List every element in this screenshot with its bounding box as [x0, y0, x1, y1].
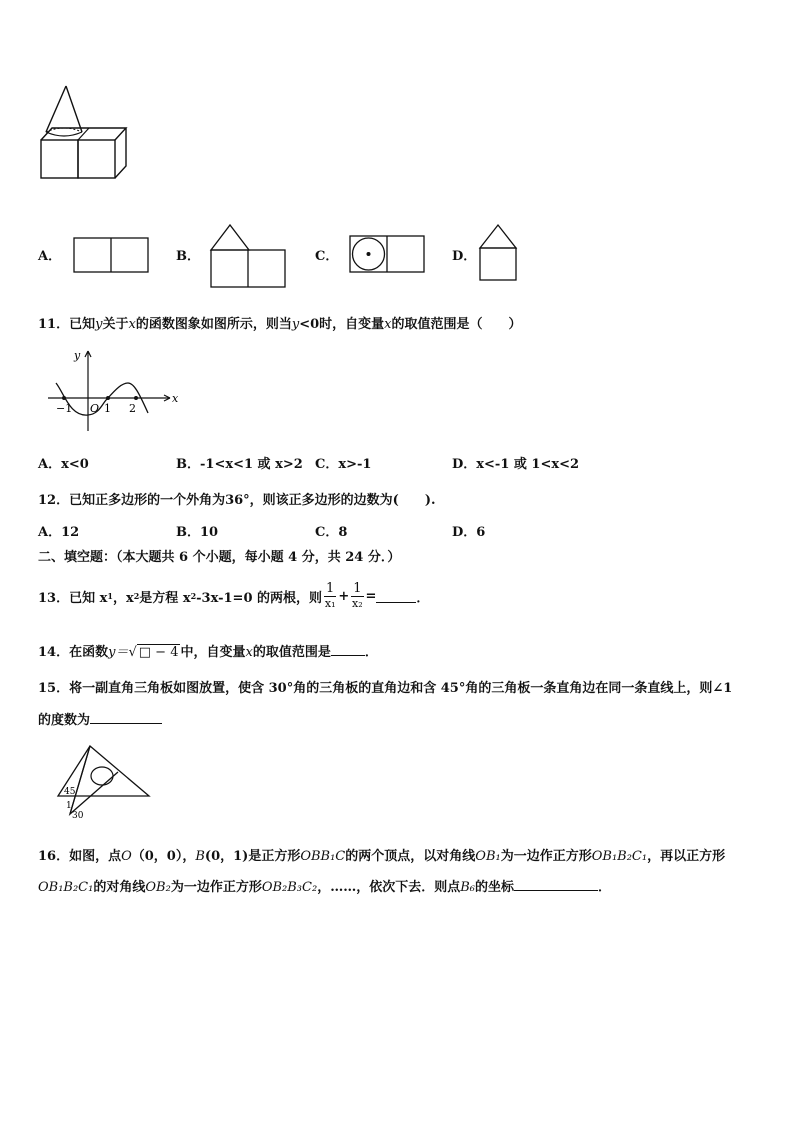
q10-option-d-figure[interactable]: [478, 222, 522, 284]
q16-stem-line2: OB₁B₂C₁的对角线OB₂为一边作正方形OB₂B₃C₂，……，依次下去．则点B₆的坐标 ．: [38, 880, 611, 895]
q12-option-d[interactable]: D．6: [452, 525, 486, 540]
q14-answer-blank[interactable]: [331, 643, 365, 656]
q11-tick-minus1: −1: [56, 402, 73, 415]
q11-tick-2: 2: [129, 402, 136, 415]
q15-angle-1: 1: [66, 801, 72, 811]
q11-option-a[interactable]: A．x<0: [38, 457, 89, 472]
q12-option-c[interactable]: C．8: [315, 525, 348, 540]
q15-angle-30: 30: [72, 811, 84, 821]
q14-stem: 14．在函数y＝√ □ − 4 中，自变量x的取值范围是 ．: [38, 645, 378, 660]
q15-angle-45: 45: [64, 787, 76, 797]
q15-stem-line1: 15．将一副直角三角板如图放置，使含 30°角的三角板的直角边和含 45°角的三角板一条直角边在同一条直线上，则∠1: [38, 681, 733, 696]
q13-answer-blank[interactable]: [376, 590, 416, 603]
q11-option-b[interactable]: B．-1<x<1 或 x>2: [176, 457, 303, 472]
q11-origin-label: O: [90, 402, 100, 415]
q10-option-c-figure[interactable]: [348, 234, 428, 276]
q13-fraction-1: $\frac{1}{\text{x₁}}$: [324, 580, 336, 610]
q11-axis-x-label: x: [172, 392, 179, 405]
q15-triangle-figure: [54, 742, 154, 822]
q16-stem-line1: 16．如图，点O（0，0），B(0，1)是正方形OBB₁C的两个顶点，以对角线OB₁为一边作正方形OB₁B₂C₁，再以正方形: [38, 849, 726, 864]
q15-stem-line2: 的度数为: [38, 709, 162, 728]
q12-stem: 12．已知正多边形的一个外角为36°，则该正多边形的边数为( ).: [38, 493, 436, 508]
q13-stem: 13．已知 x 1 ，x 2 是方程 x 2 -3x-1=0 的两根，则 $\frac{1}{\text{x₁}}$ + $\frac{1}{\text{x₂}}$ = ．: [38, 580, 430, 610]
q12-option-b[interactable]: B．10: [176, 525, 219, 540]
q13-fraction-2: $\frac{1}{\text{x₂}}$: [352, 580, 363, 610]
q11-axis-y-label: y: [74, 349, 81, 362]
q11-stem: 11．已知y关于x的函数图象如图所示，则当y<0时，自变量x的取值范围是（ ）: [38, 317, 522, 332]
q11-option-d[interactable]: D．x<-1 或 1<x<2: [452, 457, 580, 472]
q10-option-b-label[interactable]: B．: [176, 249, 200, 264]
section-2-title: 二、填空题：（本大题共 6 个小题，每小题 4 分，共 24 分．）: [38, 550, 401, 565]
q16-answer-blank[interactable]: [514, 878, 598, 891]
q12-option-a[interactable]: A．12: [38, 525, 80, 540]
q10-option-a-label[interactable]: A．: [38, 249, 62, 264]
q10-option-c-label[interactable]: C．: [315, 249, 339, 264]
solid-figure: [36, 82, 132, 182]
q10-option-b-figure[interactable]: [208, 222, 290, 290]
q11-function-graph: [44, 345, 184, 435]
q11-tick-1: 1: [104, 402, 111, 415]
q15-answer-blank[interactable]: [90, 711, 162, 724]
q10-option-d-label[interactable]: D．: [452, 249, 477, 264]
q11-option-c[interactable]: C．x>-1: [315, 457, 372, 472]
q10-option-a-figure[interactable]: [72, 236, 152, 276]
